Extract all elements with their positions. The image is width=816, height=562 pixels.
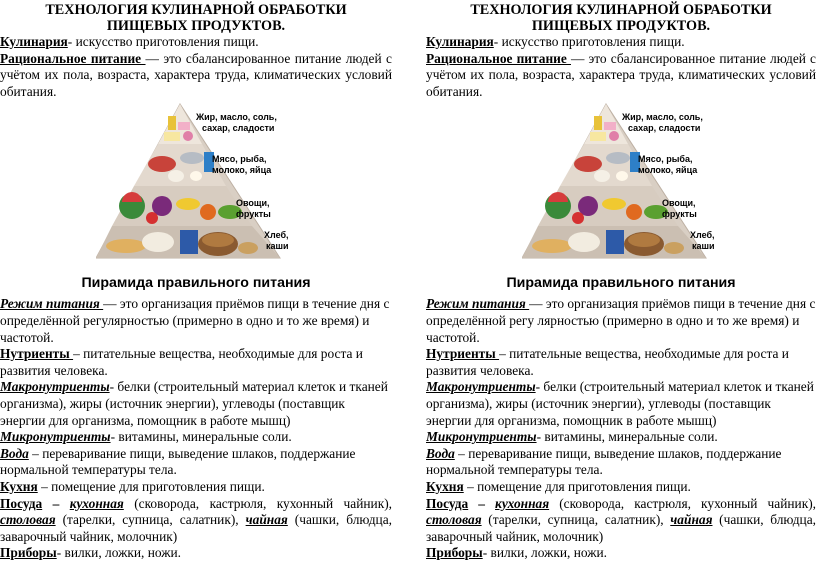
micro-term: Микронутриенты <box>426 429 537 445</box>
dishes-dash: – <box>468 495 496 511</box>
rational-definition <box>426 51 816 101</box>
label-fats-line2: сахар, сладости <box>628 123 701 134</box>
teaware-text: (чашки, блюдца, заварочный чайник, молочник) <box>426 512 816 544</box>
macro-text: - белки (строительный материал клеток и тканей организма), жиры (источник энергии), углеводы (поставщик энергии для организма, помощник в работе мышц) <box>426 379 814 428</box>
tools-term: Приборы <box>0 545 57 561</box>
label-veg-line1: Овощи, <box>236 198 270 209</box>
label-meat <box>638 154 697 176</box>
dishes-definition <box>426 496 816 546</box>
kitchen-term: Кухня <box>426 478 464 494</box>
title-line-2: ПИЩЕВЫХ ПРОДУКТОВ. <box>106 18 286 34</box>
right-page <box>426 0 816 562</box>
page-title <box>426 2 816 34</box>
rational-term: Рациональное питание <box>0 50 146 66</box>
kitchen-term: Кухня <box>0 478 38 494</box>
label-veg-line1: Овощи, <box>662 198 696 209</box>
regime-term: Режим питания <box>0 296 104 312</box>
water-term: Вода <box>0 445 29 461</box>
food-pyramid <box>0 102 392 264</box>
macro-definition <box>426 379 816 429</box>
rational-definition <box>0 51 392 101</box>
label-meat-line2: молоко, яйца <box>638 165 698 176</box>
food-pyramid <box>426 102 816 264</box>
dishes-dash: – <box>42 495 70 511</box>
nutrients-definition <box>426 346 816 379</box>
left-page <box>0 0 392 562</box>
pyramid-caption: Пирамида правильного питания <box>506 275 736 292</box>
macro-definition <box>0 379 392 429</box>
water-definition <box>426 446 816 479</box>
regime-definition <box>426 296 816 346</box>
kitchen-definition <box>0 479 392 496</box>
rational-text: — это сбалансированное питание людей с учётом их пола, возраста, характера труда, климатических условий обитания. <box>0 50 392 99</box>
water-term: Вода <box>426 445 455 461</box>
label-bread-line1: Хлеб, <box>264 230 289 241</box>
kitchenware-text: (сковорода, кастрюля, кухонный чайник), <box>549 495 816 511</box>
macro-text: - белки (строительный материал клеток и тканей организма), жиры (источник энергии), углеводы (поставщик энергии для организма, помощник в работе мышц) <box>0 379 388 428</box>
tools-term: Приборы <box>426 545 483 561</box>
dishes-definition <box>0 496 392 546</box>
regime-text: — это организация приёмов пищи в течение дня с определённой регулярностью (примерно в одно и то же время) и частотой. <box>0 296 390 345</box>
kitchenware-term: кухонная <box>69 495 124 511</box>
label-meat-line2: молоко, яйца <box>212 165 272 176</box>
label-fats <box>622 112 703 134</box>
label-veg <box>236 198 271 220</box>
kitchenware-term: кухонная <box>495 495 550 511</box>
nutrients-term: Нутриенты <box>426 346 500 362</box>
macro-term: Макронутриенты <box>426 379 536 395</box>
rational-term: Рациональное питание <box>426 50 571 66</box>
page-title <box>0 2 392 34</box>
water-definition <box>0 446 392 479</box>
label-bread-line1: Хлеб, <box>690 230 715 241</box>
culinary-term: Кулинария <box>426 34 494 49</box>
culinary-definition <box>426 34 816 51</box>
micro-definition <box>0 429 392 446</box>
dishes-term: Посуда <box>426 495 469 511</box>
macro-term: Макронутриенты <box>0 379 110 395</box>
nutrients-term: Нутриенты <box>0 346 74 362</box>
dishes-term: Посуда <box>0 495 43 511</box>
label-meat-line1: Мясо, рыба, <box>212 154 267 165</box>
kitchen-text: – помещение для приготовления пищи. <box>463 478 691 494</box>
nutrients-text: – питательные вещества, необходимые для роста и развития человека. <box>0 346 363 378</box>
tools-text: - вилки, ложки, ножи. <box>482 545 608 561</box>
teaware-term: чайная <box>245 512 288 528</box>
regime-text: — это организация приёмов пищи в течение дня с определённой регу лярностью (примерно в одно и то же время) и частотой. <box>426 296 816 345</box>
kitchen-text: – помещение для приготовления пищи. <box>37 478 265 494</box>
nutrients-definition <box>0 346 392 379</box>
micro-term: Микронутриенты <box>0 429 111 445</box>
culinary-text: - искусство приготовления пищи. <box>67 34 259 49</box>
nutrients-text: – питательные вещества, необходимые для роста и развития человека. <box>426 346 789 378</box>
label-bread-line2: каши <box>266 241 289 252</box>
label-fats-line1: Жир, масло, соль, <box>622 112 703 123</box>
tableware-text: (тарелки, супница, салатник), <box>481 512 664 528</box>
micro-text: - витамины, минеральные соли. <box>110 429 292 445</box>
teaware-term: чайная <box>670 512 713 528</box>
culinary-term: Кулинария <box>0 34 68 49</box>
label-fats-line1: Жир, масло, соль, <box>196 112 277 123</box>
tools-definition <box>426 545 816 562</box>
rational-text: — это сбалансированное питание людей с учётом их пола, возраста, характера труда, климатических условий обитания. <box>426 50 816 99</box>
kitchen-definition <box>426 479 816 496</box>
title-line-1: ТЕХНОЛОГИЯ КУЛИНАРНОЙ ОБРАБОТКИ <box>470 2 772 18</box>
tableware-term: столовая <box>0 512 56 528</box>
culinary-text: - искусство приготовления пищи. <box>493 34 685 49</box>
tableware-text: (тарелки, супница, салатник), <box>55 512 239 528</box>
regime-term: Режим питания <box>426 296 530 312</box>
label-meat <box>212 154 271 176</box>
water-text: – переваривание пищи, выведение шлаков, поддержание нормальной температуры тела. <box>426 445 782 478</box>
tools-text: - вилки, ложки, ножи. <box>56 545 182 561</box>
water-text: – переваривание пищи, выведение шлаков, поддержание нормальной температуры тела. <box>0 445 356 478</box>
regime-definition <box>0 296 392 346</box>
kitchenware-text: (сковорода, кастрюля, кухонный чайник), <box>123 495 392 511</box>
label-veg <box>662 198 697 220</box>
tools-definition <box>0 545 392 562</box>
pyramid-caption: Пирамида правильного питания <box>81 275 311 292</box>
teaware-text: (чашки, блюдца, заварочный чайник, молочник) <box>0 512 392 544</box>
culinary-definition <box>0 34 392 51</box>
title-line-2: ПИЩЕВЫХ ПРОДУКТОВ. <box>531 18 711 34</box>
label-bread <box>690 230 715 252</box>
label-fats-line2: сахар, сладости <box>202 123 275 134</box>
label-bread <box>264 230 289 252</box>
label-meat-line1: Мясо, рыба, <box>638 154 693 165</box>
title-line-1: ТЕХНОЛОГИЯ КУЛИНАРНОЙ ОБРАБОТКИ <box>45 2 347 18</box>
tableware-term: столовая <box>426 512 482 528</box>
micro-text: - витамины, минеральные соли. <box>536 429 718 445</box>
label-bread-line2: каши <box>692 241 715 252</box>
label-fats <box>196 112 277 134</box>
label-veg-line2: фрукты <box>662 209 697 220</box>
label-veg-line2: фрукты <box>236 209 271 220</box>
micro-definition <box>426 429 816 446</box>
